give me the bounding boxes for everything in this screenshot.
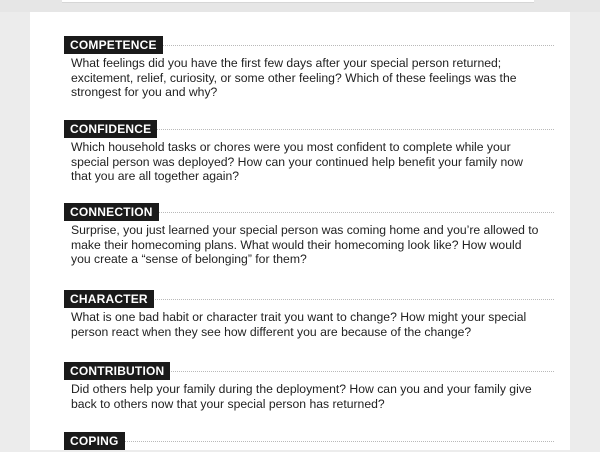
section-header [64, 432, 554, 450]
worksheet-page [30, 12, 570, 450]
section-coping [64, 432, 554, 452]
section-question: Surprise, you just learned your special person was coming home and you’re allowed to make their homecoming plans. What would their homecoming look like? How would you create a “sense of belonging” for them? [71, 223, 539, 267]
section-competence [64, 36, 554, 100]
dotted-rule [68, 441, 554, 442]
section-question: What feelings did you have the first few days after your special person returned; excitement, relief, curiosity, or some other feeling? Which of these feelings was the strongest for you and why? [71, 56, 517, 100]
section-label: CONTRIBUTION [64, 362, 170, 380]
section-header [64, 36, 554, 54]
section-connection [64, 203, 554, 267]
section-header [64, 362, 554, 380]
section-question: Did others help your family during the deployment? How can you and your family give back to others now that your special person has returned? [71, 382, 532, 411]
section-question: What is one bad habit or character trait you want to change? How might your special person react when they see how different you are because of the change? [71, 310, 527, 339]
section-header [64, 203, 554, 221]
header-box [62, 0, 534, 3]
section-character [64, 290, 554, 339]
section-contribution [64, 362, 554, 411]
section-label: CONNECTION [64, 203, 159, 221]
section-label: COPING [64, 432, 125, 450]
section-label: CHARACTER [64, 290, 154, 308]
section-label: CONFIDENCE [64, 120, 157, 138]
section-confidence [64, 120, 554, 184]
section-header [64, 290, 554, 308]
section-question: Which household tasks or chores were you most confident to complete while your special person was deployed? How can your continued help benefit your family now that you are all together again? [71, 140, 523, 184]
section-header [64, 120, 554, 138]
section-label: COMPETENCE [64, 36, 163, 54]
